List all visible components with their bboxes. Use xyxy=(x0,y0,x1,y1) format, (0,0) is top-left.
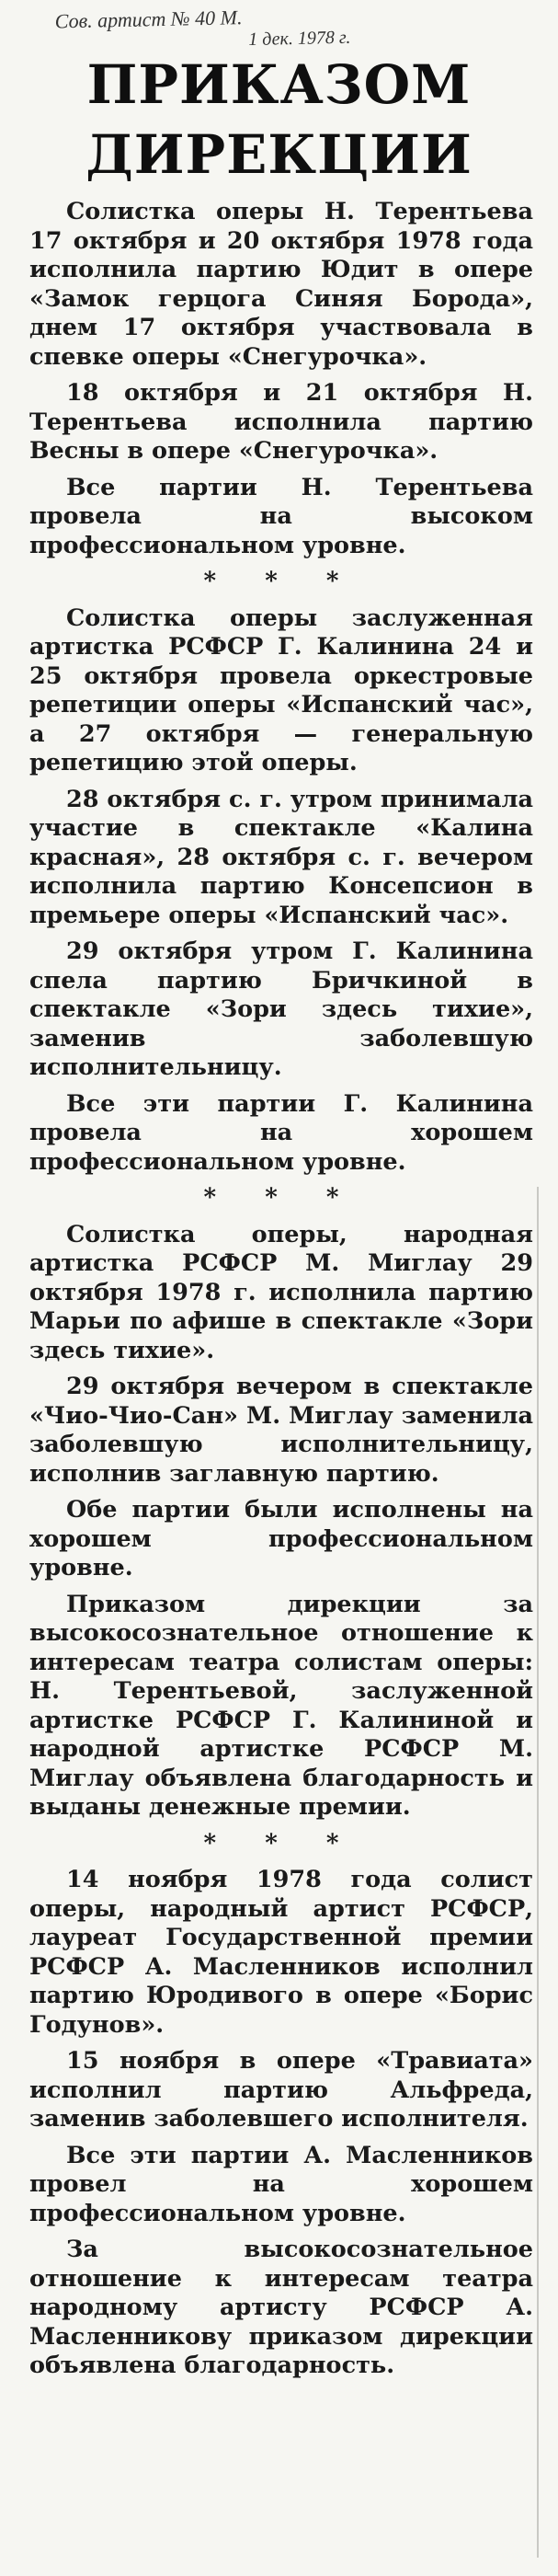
handwritten-note-line1: Сов. артист № 40 М. xyxy=(54,6,243,33)
paragraph: Обе партии были исполнены на хорошем профессиональном уровне. xyxy=(29,1496,533,1581)
paragraph: Все эти партии А. Масленников провел на хорошем профессиональном уровне. xyxy=(29,2141,533,2227)
paragraph: 29 октября утром Г. Калинина спела партию Бричкиной в спектакле «Зори здесь тихие», заменив заболевшую исполнительницу. xyxy=(29,937,533,1081)
paragraph: 28 октября с. г. утром принимала участие в спектакле «Калина красная», 28 октября с. г. вечером исполнила партию Консепсион в премьере оперы «Испанский час». xyxy=(29,785,533,929)
headline-line1: ПРИКАЗОМ xyxy=(86,53,472,116)
section-separator: * * * xyxy=(203,568,359,595)
paragraph: Солистка оперы Н. Терентьева 17 октября и 20 октября 1978 года исполнила партию Юдит в опере «Замок герцога Синяя Борода», днем 17 октября участвовала в спевке оперы «Снегурочка». xyxy=(29,198,533,371)
paragraph: Все эти партии Г. Калинина провела на хорошем профессиональном уровне. xyxy=(29,1089,533,1176)
handwritten-note-line2: 1 дек. 1978 г. xyxy=(248,27,351,51)
section-maslennikov xyxy=(29,1866,533,2381)
paragraph: Солистка оперы заслуженная артистка РСФСР Г. Калинина 24 и 25 октября провела оркестровые репетиции оперы «Испанский час», а 27 октября — генеральную репетицию этой оперы. xyxy=(29,604,533,776)
handwritten-note xyxy=(55,1,534,57)
section-kalinina xyxy=(29,604,533,1178)
headline-line2: ДИРЕКЦИИ xyxy=(85,123,473,186)
paragraph: Все партии Н. Терентьева провела на высоком профессиональном уровне. xyxy=(29,473,533,559)
paragraph: 29 октября вечером в спектакле «Чио-Чио-Сан» М. Миглау заменила заболевшую исполнительницу, исполнив заглавную партию. xyxy=(29,1373,533,1488)
article-body xyxy=(29,198,533,2388)
paragraph: 14 ноября 1978 года солист оперы, народный артист РСФСР, лауреат Государственной премии РСФСР А. Масленников исполнил партию Юродивого в опере «Борис Годунов». xyxy=(29,1866,533,2039)
section-miglau xyxy=(29,1221,533,1823)
section-terentieva xyxy=(29,198,533,560)
column-rule xyxy=(537,1187,539,2558)
section-separator: * * * xyxy=(203,1829,359,1857)
paragraph: Солистка оперы, народная артистка РСФСР М. Миглау 29 октября 1978 г. исполнила партию Марьи по афише в спектакле «Зори здесь тихие». xyxy=(29,1220,533,1364)
paragraph: За высокосознательное отношение к интересам театра народному артисту РСФСР А. Масленникову приказом дирекции объявлена благодарность. xyxy=(29,2236,533,2379)
paragraph: 15 ноября в опере «Травиата» исполнил партию Альфреда, заменив заболевшего исполнителя. xyxy=(29,2047,533,2133)
paragraph: 18 октября и 21 октября Н. Терентьева исполнила партию Весны в опере «Снегурочка». xyxy=(29,379,533,465)
paragraph: Приказом дирекции за высокосознательное отношение к интересам театра солистам оперы: Н. Терентьевой, заслуженной артистке РСФСР Г. Калининой и народной артистке РСФСР М. Миглау объявлена благодарность и выданы денежные премии. xyxy=(29,1590,533,1821)
section-separator: * * * xyxy=(203,1184,359,1212)
